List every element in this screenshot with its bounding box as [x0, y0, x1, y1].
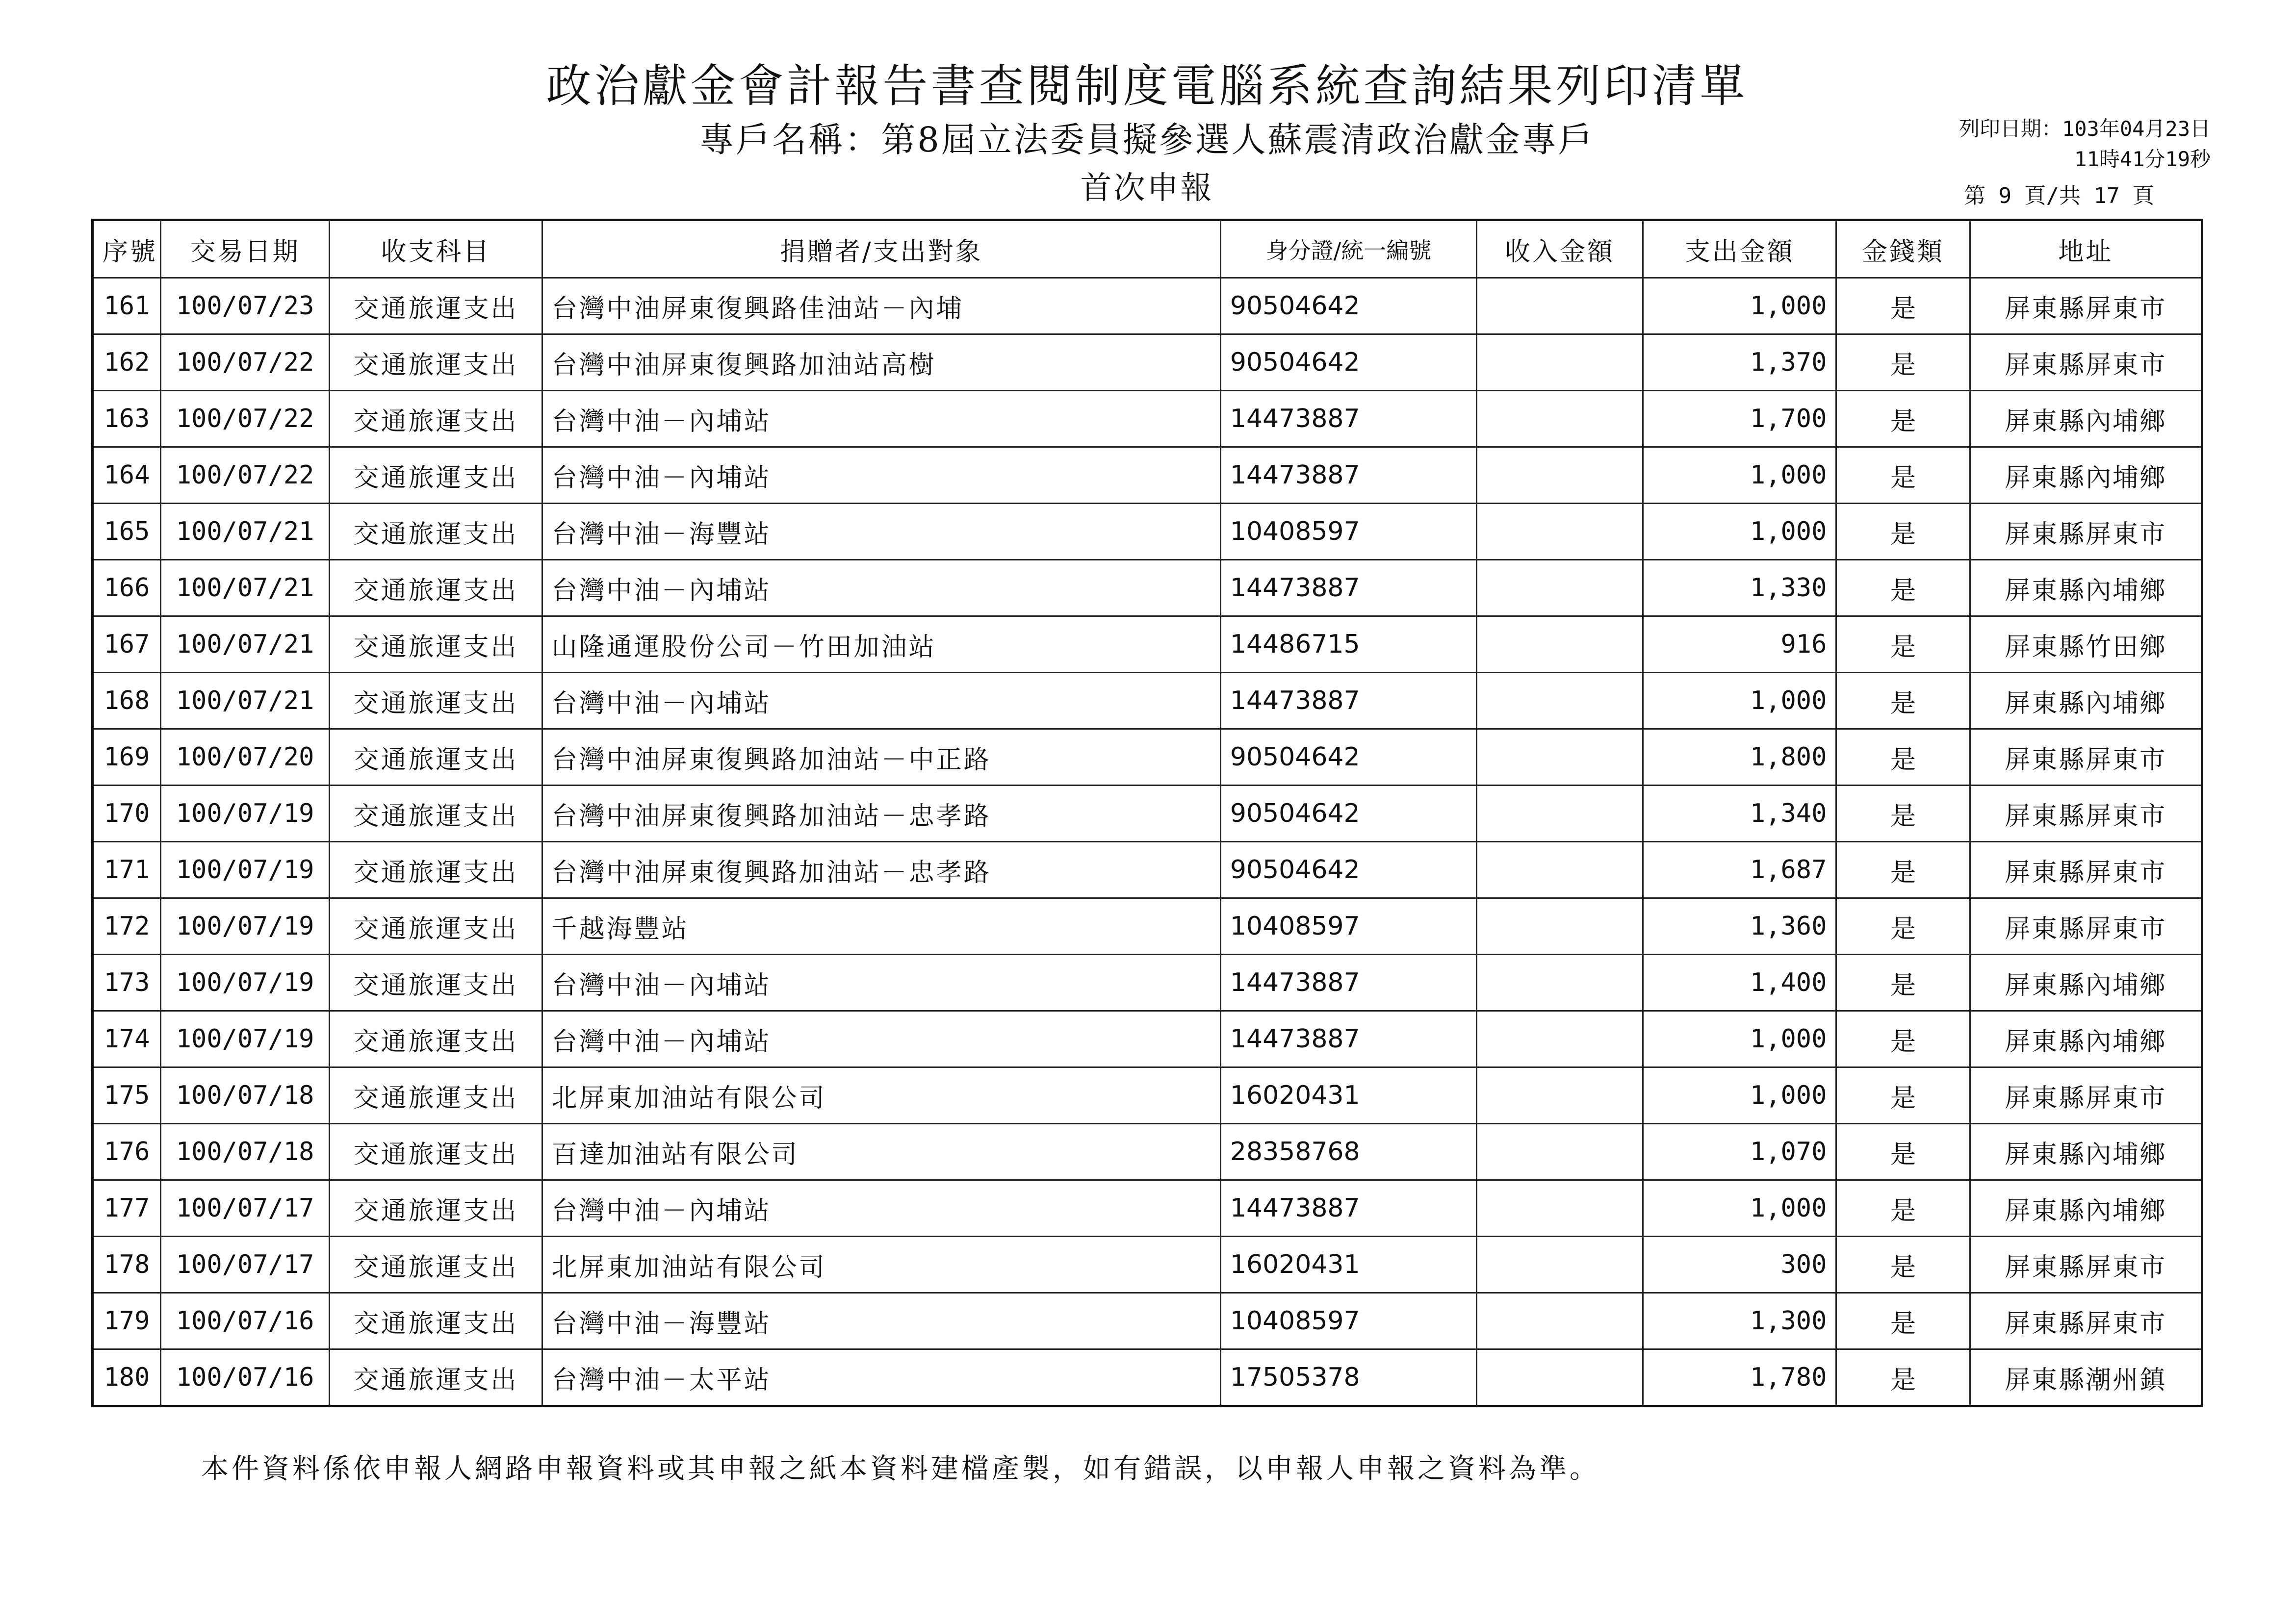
recipient-cell: 台灣中油屏東復興路加油站－中正路 [542, 729, 1220, 786]
document-title: 政治獻金會計報告書查閱制度電腦系統查詢結果列印清單 [546, 60, 1748, 112]
cash-flag-cell: 是 [1836, 955, 1970, 1011]
address-cell: 屏東縣內埔鄉 [1970, 1124, 2202, 1180]
recipient-cell: 台灣中油－內埔站 [542, 673, 1220, 729]
row-number-cell: 179 [93, 1293, 161, 1349]
date-cell: 100/07/21 [160, 504, 329, 560]
id-number-cell: 14473887 [1220, 560, 1476, 616]
row-number-cell: 172 [93, 898, 161, 955]
address-cell: 屏東縣內埔鄉 [1970, 447, 2202, 504]
date-cell: 100/07/17 [160, 1180, 329, 1237]
cash-flag-cell: 是 [1836, 391, 1970, 447]
row-number-cell: 171 [93, 842, 161, 898]
expense-cell: 1,400 [1643, 955, 1836, 1011]
category-cell: 交通旅運支出 [330, 1011, 542, 1067]
category-cell: 交通旅運支出 [330, 447, 542, 504]
cash-flag-cell: 是 [1836, 898, 1970, 955]
recipient-cell: 台灣中油屏東復興路加油站－忠孝路 [542, 842, 1220, 898]
date-cell: 100/07/21 [160, 673, 329, 729]
category-cell: 交通旅運支出 [330, 729, 542, 786]
category-cell: 交通旅運支出 [330, 616, 542, 673]
id-number-cell: 16020431 [1220, 1067, 1476, 1124]
row-number-cell: 173 [93, 955, 161, 1011]
category-cell: 交通旅運支出 [330, 1293, 542, 1349]
category-cell: 交通旅運支出 [330, 673, 542, 729]
table-row [93, 560, 2202, 616]
expense-cell: 1,340 [1643, 786, 1836, 842]
expense-cell: 1,780 [1643, 1349, 1836, 1406]
table-row [93, 1180, 2202, 1237]
date-cell: 100/07/22 [160, 391, 329, 447]
expense-cell: 1,687 [1643, 842, 1836, 898]
date-cell: 100/07/17 [160, 1237, 329, 1293]
recipient-cell: 台灣中油－內埔站 [542, 391, 1220, 447]
expense-cell: 1,000 [1643, 1067, 1836, 1124]
address-cell: 屏東縣屏東市 [1970, 1293, 2202, 1349]
row-number-cell: 166 [93, 560, 161, 616]
recipient-cell: 千越海豐站 [542, 898, 1220, 955]
table-row [93, 842, 2202, 898]
address-cell: 屏東縣內埔鄉 [1970, 1180, 2202, 1237]
income-cell [1477, 1180, 1643, 1237]
table-row [93, 786, 2202, 842]
date-cell: 100/07/23 [160, 278, 329, 334]
table-header-row [93, 220, 2202, 278]
print-date-line: 列印日期：103年04月23日 [1959, 117, 2211, 141]
category-cell: 交通旅運支出 [330, 1349, 542, 1406]
date-cell: 100/07/19 [160, 898, 329, 955]
table-row [93, 729, 2202, 786]
table-row [93, 673, 2202, 729]
cash-flag-cell: 是 [1836, 729, 1970, 786]
income-cell [1477, 391, 1643, 447]
table-row [93, 447, 2202, 504]
expense-cell: 916 [1643, 616, 1836, 673]
id-number-cell: 90504642 [1220, 729, 1476, 786]
table-row [93, 898, 2202, 955]
column-header: 金錢類 [1836, 220, 1970, 278]
income-cell [1477, 1293, 1643, 1349]
recipient-cell: 台灣中油－海豐站 [542, 1293, 1220, 1349]
row-number-cell: 175 [93, 1067, 161, 1124]
category-cell: 交通旅運支出 [330, 278, 542, 334]
id-number-cell: 10408597 [1220, 504, 1476, 560]
date-cell: 100/07/19 [160, 842, 329, 898]
date-cell: 100/07/22 [160, 334, 329, 391]
date-cell: 100/07/19 [160, 1011, 329, 1067]
expense-cell: 1,000 [1643, 673, 1836, 729]
cash-flag-cell: 是 [1836, 1011, 1970, 1067]
address-cell: 屏東縣內埔鄉 [1970, 391, 2202, 447]
category-cell: 交通旅運支出 [330, 786, 542, 842]
cash-flag-cell: 是 [1836, 673, 1970, 729]
column-header: 交易日期 [160, 220, 329, 278]
id-number-cell: 10408597 [1220, 898, 1476, 955]
cash-flag-cell: 是 [1836, 1180, 1970, 1237]
income-cell [1477, 447, 1643, 504]
records-table [91, 219, 2203, 1407]
table-row [93, 391, 2202, 447]
recipient-cell: 台灣中油屏東復興路加油站高樹 [542, 334, 1220, 391]
category-cell: 交通旅運支出 [330, 955, 542, 1011]
income-cell [1477, 616, 1643, 673]
cash-flag-cell: 是 [1836, 1067, 1970, 1124]
column-header: 收支科目 [330, 220, 542, 278]
expense-cell: 1,000 [1643, 447, 1836, 504]
id-number-cell: 17505378 [1220, 1349, 1476, 1406]
address-cell: 屏東縣屏東市 [1970, 1237, 2202, 1293]
print-time-line: 11時41分19秒 [2074, 147, 2211, 171]
row-number-cell: 176 [93, 1124, 161, 1180]
address-cell: 屏東縣屏東市 [1970, 334, 2202, 391]
id-number-cell: 14473887 [1220, 955, 1476, 1011]
table-row [93, 334, 2202, 391]
table-row [93, 1293, 2202, 1349]
table-row [93, 1067, 2202, 1124]
recipient-cell: 台灣中油屏東復興路佳油站－內埔 [542, 278, 1220, 334]
category-cell: 交通旅運支出 [330, 504, 542, 560]
table-row [93, 1237, 2202, 1293]
column-header: 地址 [1970, 220, 2202, 278]
cash-flag-cell: 是 [1836, 1124, 1970, 1180]
category-cell: 交通旅運支出 [330, 842, 542, 898]
address-cell: 屏東縣潮州鎮 [1970, 1349, 2202, 1406]
category-cell: 交通旅運支出 [330, 1180, 542, 1237]
id-number-cell: 90504642 [1220, 842, 1476, 898]
address-cell: 屏東縣屏東市 [1970, 842, 2202, 898]
cash-flag-cell: 是 [1836, 1237, 1970, 1293]
cash-flag-cell: 是 [1836, 1349, 1970, 1406]
cash-flag-cell: 是 [1836, 278, 1970, 334]
column-header: 序號 [93, 220, 161, 278]
cash-flag-cell: 是 [1836, 560, 1970, 616]
row-number-cell: 167 [93, 616, 161, 673]
row-number-cell: 163 [93, 391, 161, 447]
expense-cell: 300 [1643, 1237, 1836, 1293]
address-cell: 屏東縣屏東市 [1970, 278, 2202, 334]
date-cell: 100/07/19 [160, 786, 329, 842]
income-cell [1477, 334, 1643, 391]
date-cell: 100/07/19 [160, 955, 329, 1011]
id-number-cell: 28358768 [1220, 1124, 1476, 1180]
cash-flag-cell: 是 [1836, 504, 1970, 560]
id-number-cell: 14473887 [1220, 1180, 1476, 1237]
category-cell: 交通旅運支出 [330, 1067, 542, 1124]
id-number-cell: 90504642 [1220, 334, 1476, 391]
cash-flag-cell: 是 [1836, 842, 1970, 898]
address-cell: 屏東縣內埔鄉 [1970, 955, 2202, 1011]
column-header: 收入金額 [1477, 220, 1643, 278]
id-number-cell: 14473887 [1220, 1011, 1476, 1067]
income-cell [1477, 673, 1643, 729]
income-cell [1477, 278, 1643, 334]
income-cell [1477, 898, 1643, 955]
print-date [1959, 114, 2211, 175]
id-number-cell: 14486715 [1220, 616, 1476, 673]
recipient-cell: 台灣中油－內埔站 [542, 955, 1220, 1011]
cash-flag-cell: 是 [1836, 334, 1970, 391]
report-type: 首次申報 [1080, 170, 1214, 206]
expense-cell: 1,700 [1643, 391, 1836, 447]
address-cell: 屏東縣竹田鄉 [1970, 616, 2202, 673]
address-cell: 屏東縣屏東市 [1970, 786, 2202, 842]
row-number-cell: 174 [93, 1011, 161, 1067]
expense-cell: 1,330 [1643, 560, 1836, 616]
row-number-cell: 169 [93, 729, 161, 786]
row-number-cell: 180 [93, 1349, 161, 1406]
expense-cell: 1,070 [1643, 1124, 1836, 1180]
table-row [93, 616, 2202, 673]
cash-flag-cell: 是 [1836, 447, 1970, 504]
recipient-cell: 山隆通運股份公司－竹田加油站 [542, 616, 1220, 673]
row-number-cell: 177 [93, 1180, 161, 1237]
category-cell: 交通旅運支出 [330, 1237, 542, 1293]
date-cell: 100/07/21 [160, 560, 329, 616]
recipient-cell: 台灣中油－海豐站 [542, 504, 1220, 560]
row-number-cell: 168 [93, 673, 161, 729]
row-number-cell: 161 [93, 278, 161, 334]
row-number-cell: 162 [93, 334, 161, 391]
category-cell: 交通旅運支出 [330, 334, 542, 391]
income-cell [1477, 1349, 1643, 1406]
table-row [93, 1349, 2202, 1406]
table-body [93, 278, 2202, 1406]
table-row [93, 1124, 2202, 1180]
table-row [93, 1011, 2202, 1067]
id-number-cell: 16020431 [1220, 1237, 1476, 1293]
income-cell [1477, 955, 1643, 1011]
expense-cell: 1,800 [1643, 729, 1836, 786]
recipient-cell: 台灣中油屏東復興路加油站－忠孝路 [542, 786, 1220, 842]
address-cell: 屏東縣屏東市 [1970, 898, 2202, 955]
id-number-cell: 90504642 [1220, 786, 1476, 842]
expense-cell: 1,370 [1643, 334, 1836, 391]
date-cell: 100/07/22 [160, 447, 329, 504]
expense-cell: 1,300 [1643, 1293, 1836, 1349]
address-cell: 屏東縣內埔鄉 [1970, 673, 2202, 729]
table-row [93, 955, 2202, 1011]
category-cell: 交通旅運支出 [330, 898, 542, 955]
expense-cell: 1,000 [1643, 1011, 1836, 1067]
date-cell: 100/07/18 [160, 1124, 329, 1180]
income-cell [1477, 1067, 1643, 1124]
cash-flag-cell: 是 [1836, 786, 1970, 842]
address-cell: 屏東縣屏東市 [1970, 1067, 2202, 1124]
address-cell: 屏東縣屏東市 [1970, 504, 2202, 560]
category-cell: 交通旅運支出 [330, 391, 542, 447]
table-row [93, 504, 2202, 560]
id-number-cell: 10408597 [1220, 1293, 1476, 1349]
date-cell: 100/07/20 [160, 729, 329, 786]
address-cell: 屏東縣屏東市 [1970, 729, 2202, 786]
income-cell [1477, 842, 1643, 898]
footnote: 本件資料係依申報人網路申報資料或其申報之紙本資料建檔產製，如有錯誤，以申報人申報之資料為準。 [201, 1453, 1600, 1485]
column-header: 捐贈者/支出對象 [542, 220, 1220, 278]
income-cell [1477, 504, 1643, 560]
id-number-cell: 14473887 [1220, 391, 1476, 447]
row-number-cell: 170 [93, 786, 161, 842]
income-cell [1477, 1237, 1643, 1293]
row-number-cell: 164 [93, 447, 161, 504]
income-cell [1477, 729, 1643, 786]
recipient-cell: 台灣中油－內埔站 [542, 1011, 1220, 1067]
id-number-cell: 14473887 [1220, 447, 1476, 504]
income-cell [1477, 786, 1643, 842]
id-number-cell: 90504642 [1220, 278, 1476, 334]
income-cell [1477, 560, 1643, 616]
recipient-cell: 台灣中油－內埔站 [542, 447, 1220, 504]
category-cell: 交通旅運支出 [330, 1124, 542, 1180]
income-cell [1477, 1124, 1643, 1180]
row-number-cell: 165 [93, 504, 161, 560]
cash-flag-cell: 是 [1836, 1293, 1970, 1349]
address-cell: 屏東縣內埔鄉 [1970, 1011, 2202, 1067]
recipient-cell: 台灣中油－太平站 [542, 1349, 1220, 1406]
expense-cell: 1,360 [1643, 898, 1836, 955]
cash-flag-cell: 是 [1836, 616, 1970, 673]
expense-cell: 1,000 [1643, 1180, 1836, 1237]
table-row [93, 278, 2202, 334]
row-number-cell: 178 [93, 1237, 161, 1293]
address-cell: 屏東縣內埔鄉 [1970, 560, 2202, 616]
recipient-cell: 百達加油站有限公司 [542, 1124, 1220, 1180]
column-header: 支出金額 [1643, 220, 1836, 278]
recipient-cell: 台灣中油－內埔站 [542, 1180, 1220, 1237]
account-name: 專戶名稱：第8屆立法委員擬參選人蘇震清政治獻金專戶 [699, 120, 1595, 160]
id-number-cell: 14473887 [1220, 673, 1476, 729]
category-cell: 交通旅運支出 [330, 560, 542, 616]
page-info: 第 9 頁/共 17 頁 [1964, 183, 2154, 208]
recipient-cell: 北屏東加油站有限公司 [542, 1067, 1220, 1124]
expense-cell: 1,000 [1643, 278, 1836, 334]
recipient-cell: 北屏東加油站有限公司 [542, 1237, 1220, 1293]
column-header: 身分證/統一編號 [1220, 220, 1476, 278]
date-cell: 100/07/16 [160, 1293, 329, 1349]
date-cell: 100/07/21 [160, 616, 329, 673]
date-cell: 100/07/16 [160, 1349, 329, 1406]
date-cell: 100/07/18 [160, 1067, 329, 1124]
recipient-cell: 台灣中油－內埔站 [542, 560, 1220, 616]
income-cell [1477, 1011, 1643, 1067]
expense-cell: 1,000 [1643, 504, 1836, 560]
